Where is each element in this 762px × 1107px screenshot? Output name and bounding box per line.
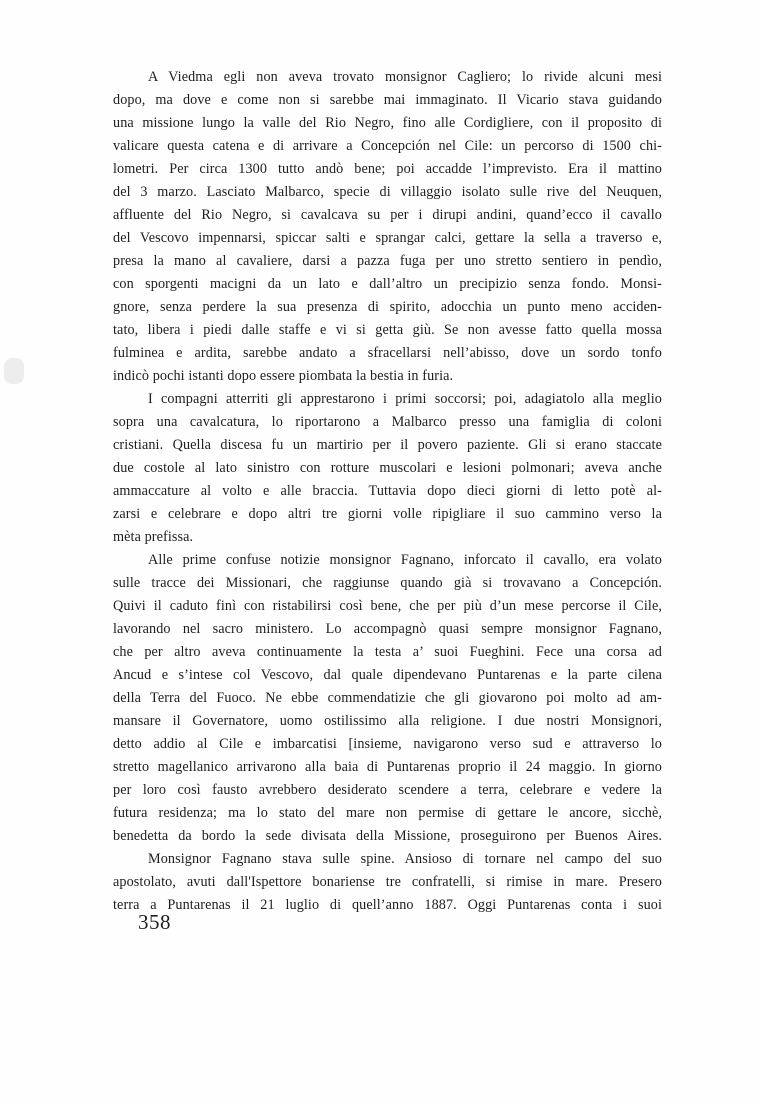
page-number: 358 [138, 910, 171, 934]
text-line: terra a Puntarenas il 21 luglio di quell’anno 1887. Oggi Puntarenas conta i suoi [113, 897, 662, 913]
text-line: lavorando nel sacro ministero. Lo accompagnò quasi sempre monsignor Fagnano, [113, 621, 662, 637]
text-line: zarsi e celebrare e dopo altri tre giorni volle ripigliare il suo cammino verso la [113, 506, 662, 522]
text-line: fulminea e ardita, sarebbe andato a sfracellarsi nell’abisso, dove un sordo tonfo [113, 345, 662, 361]
text-line: una missione lungo la valle del Rio Negro, fino alle Cordigliere, con il proposito di [113, 115, 662, 131]
paragraph [113, 388, 662, 549]
text-line: tato, libera i piedi dalle staffe e vi si getta giù. Se non avesse fatto quella mossa [113, 322, 662, 338]
paragraph [113, 549, 662, 848]
text-line: futura residenza; ma lo stato del mare non permise di gettare le ancore, sicchè, [113, 805, 662, 821]
text-line: mèta prefissa. [113, 529, 194, 545]
text-line: Ancud e s’intese col Vescovo, dal quale dipendevano Puntarenas e la parte cilena [113, 667, 662, 683]
text-line: detto addio al Cile e imbarcatisi [insieme, navigarono verso sud e attraverso lo [113, 736, 662, 752]
text-line: affluente del Rio Negro, si cavalcava su per i dirupi andini, quand’ecco il cavallo [113, 207, 662, 223]
text-line: A Viedma egli non aveva trovato monsignor Cagliero; lo rivide alcuni mesi [148, 69, 662, 85]
text-line: cristiani. Quella discesa fu un martirio per il povero paziente. Gli si erano staccate [113, 437, 662, 453]
text-line: I compagni atterriti gli apprestarono i primi soccorsi; poi, adagiatolo alla meglio [148, 391, 662, 407]
text-line: apostolato, avuti dall'Ispettore bonariense tre confratelli, si rimise in mare. Presero [113, 874, 662, 890]
text-line: che per altro aveva continuamente la testa a’ suoi Fueghini. Fece una corsa ad [113, 644, 662, 660]
text-line: presa la mano al cavaliere, darsi a pazza fuga per uno stretto sentiero in pendìo, [113, 253, 662, 269]
text-line: Alle prime confuse notizie monsignor Fagnano, inforcato il cavallo, era volato [148, 552, 662, 568]
page-text-block [113, 66, 662, 917]
text-line: indicò pochi istanti dopo essere piombata la bestia in furia. [113, 368, 454, 384]
text-line: due costole al lato sinistro con rotture muscolari e lesioni polmonari; aveva anche [113, 460, 662, 476]
text-line: valicare questa catena e di arrivare a Concepción nel Cile: un percorso di 1500 chi- [113, 138, 662, 154]
text-line: gnore, senza perdere la sua presenza di spirito, adocchia un punto meno acciden- [113, 299, 662, 315]
text-line: con sporgenti macigni da un lato e dall’altro un precipizio senza fondo. Monsi- [113, 276, 662, 292]
text-line: sopra una cavalcatura, lo riportarono a Malbarco presso una famiglia di coloni [113, 414, 662, 430]
text-line: ammaccature al volto e alle braccia. Tuttavia dopo dieci giorni di letto potè al- [113, 483, 662, 499]
paragraph [113, 66, 662, 388]
text-line: del Vescovo impennarsi, spiccar salti e sprangar calci, gettare la sella a traverso e, [113, 230, 662, 246]
text-line: per loro così fausto avrebbero desiderato scendere a terra, celebrare e vedere la [113, 782, 662, 798]
text-line: mansare il Governatore, uomo ostilissimo alla religione. I due nostri Monsignori, [113, 713, 662, 729]
text-line: lometri. Per circa 1300 tutto andò bene; poi accadde l’imprevisto. Era il mattino [113, 161, 662, 177]
text-line: sulle tracce dei Missionari, che raggiunse quando già si trovavano a Concepción. [113, 575, 662, 591]
paragraph [113, 848, 662, 917]
text-line: stretto magellanico arrivarono alla baia di Puntarenas proprio il 24 maggio. In giorno [113, 759, 662, 775]
text-line: del 3 marzo. Lasciato Malbarco, specie di villaggio isolato sulle rive del Neuquen, [113, 184, 662, 200]
text-line: dopo, ma dove e come non si sarebbe mai immaginato. Il Vicario stava guidando [113, 92, 662, 108]
text-line: Quivi il caduto finì con ristabilirsi così bene, che per più d’un mese percorse il Cile, [113, 598, 662, 614]
text-line: della Terra del Fuoco. Ne ebbe commendatizie che gli giovarono poi molto ad am- [113, 690, 662, 706]
scan-smudge [4, 358, 24, 384]
text-line: Monsignor Fagnano stava sulle spine. Ansioso di tornare nel campo del suo [148, 851, 662, 867]
text-line: benedetta da bordo la sede divisata della Missione, proseguirono per Buenos Aires. [113, 828, 662, 844]
